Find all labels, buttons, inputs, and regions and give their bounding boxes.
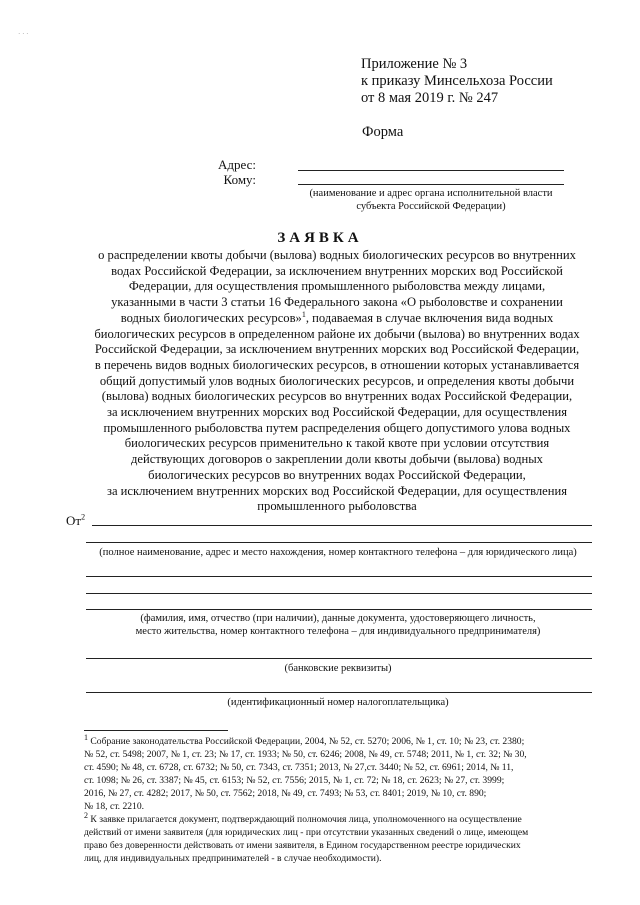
from-field-line-1[interactable] bbox=[92, 525, 592, 526]
body-line: биологических ресурсов в определенном районе их добычи (вылова) во внутренних водах bbox=[94, 326, 580, 341]
scan-mark: · · · bbox=[18, 30, 29, 38]
footnote-2-line: действий от имени заявителя (для юридических лиц - при отсутствии указанных сведений о лице, имеющем bbox=[84, 827, 529, 838]
body-text-fragment: , подаваемая в случае включения вида водных bbox=[305, 310, 554, 325]
footnote-1-line: ст. 1098; № 26, ст. 3387; № 45, ст. 6153; № 52, ст. 7556; 2015, № 1, ст. 72; № 18, ст. 2623; № 27, ст. 3999; bbox=[84, 775, 505, 786]
inn-caption: (идентификационный номер налогоплательщика) bbox=[227, 697, 449, 708]
ip-field-line-3[interactable] bbox=[86, 609, 592, 610]
appendix-header bbox=[361, 56, 553, 107]
footnote-1-line: 2016, № 27, ст. 4282; 2017, № 50, ст. 7562; 2018, № 49, ст. 7493; № 53, ст. 8401; 2019, № 10, ст. 890; bbox=[84, 788, 487, 799]
form-label: Форма bbox=[362, 124, 404, 140]
body-line: указанными в части 3 статьи 16 Федерального закона «О рыболовстве и сохранении bbox=[111, 295, 563, 310]
appendix-line-1: Приложение № 3 bbox=[361, 56, 468, 72]
bank-details-field-line[interactable] bbox=[86, 658, 592, 659]
body-line: общий допустимый улов водных биологических ресурсов, и определения квоты добычи bbox=[99, 373, 575, 388]
from-field-line-2[interactable] bbox=[86, 542, 592, 543]
footnote-2-mark: 2 bbox=[84, 810, 88, 820]
from-label-wrap bbox=[66, 513, 85, 529]
legal-entity-caption: (полное наименование, адрес и место нахождения, номер контактного телефона – для юридического лица) bbox=[99, 547, 577, 558]
footnote-ref-2: 2 bbox=[81, 512, 86, 522]
footnote-1-line: № 52, ст. 5498; 2007, № 1, ст. 23; № 17, ст. 1933; № 50, ст. 6246; 2008, № 49, ст. 5748; 2011, № 1, ст. 32; № 30, bbox=[84, 749, 527, 760]
body-line: действующих договоров о закреплении доли квоты добычи (вылова) водных bbox=[131, 452, 543, 467]
footnote-2-line bbox=[84, 810, 588, 826]
to-label: Кому: bbox=[223, 172, 256, 187]
body-line: биологических ресурсов во внутренних водах Российской Федерации, bbox=[148, 467, 526, 482]
body-line: промышленного рыболовства bbox=[257, 499, 417, 514]
body-line: за исключением внутренних морских вод Российской Федерации, для осуществления bbox=[106, 483, 568, 498]
body-line bbox=[84, 311, 590, 327]
bank-details-caption: (банковские реквизиты) bbox=[284, 663, 392, 674]
appendix-line-3: от 8 мая 2019 г. № 247 bbox=[361, 90, 499, 106]
body-line: водах Российской Федерации, за исключением внутренних морских вод Российской bbox=[111, 263, 563, 278]
body-line: за исключением внутренних морских вод Российской Федерации, для осуществления bbox=[106, 405, 568, 420]
entrepreneur-caption-line-1: (фамилия, имя, отчество (при наличии), данные документа, удостоверяющего личность, bbox=[140, 613, 536, 624]
footnote-1-mark: 1 bbox=[84, 732, 88, 742]
body-line: (вылова) водных биологических ресурсов во внутренних водах Российской Федерации, bbox=[101, 389, 573, 404]
footnote-1-line: ст. 4590; № 48, ст. 6728, ст. 6732; № 50, ст. 7343, ст. 7351; 2013, № 27,ст. 3440; № 52, ст. 6961; 2014, № 11, bbox=[84, 762, 514, 773]
inn-field-line[interactable] bbox=[86, 692, 592, 693]
body-line: Федерации, для осуществления промышленного рыболовства между лицами, bbox=[128, 279, 546, 294]
address-label: Адрес: bbox=[218, 157, 256, 172]
document-title: ЗАЯВКА bbox=[277, 230, 363, 246]
footnote-1-line: № 18, ст. 2210. bbox=[84, 801, 145, 812]
to-field-line[interactable] bbox=[298, 184, 564, 185]
address-field-line[interactable] bbox=[298, 170, 564, 171]
footnote-text: К заявке прилагается документ, подтверждающий полномочия лица, уполномоченного на осуществление bbox=[88, 814, 522, 825]
entrepreneur-caption-line-2: место жительства, номер контактного телефона – для индивидуального предпринимателя) bbox=[135, 626, 541, 637]
footnote-2-line: лиц, для индивидуальных предпринимателей - в случае необходимости). bbox=[84, 853, 382, 864]
body-line: промышленного рыболовства путем распределения общего допустимого улова водных bbox=[103, 420, 571, 435]
body-text-fragment: водных биологических ресурсов» bbox=[120, 310, 302, 325]
from-label: От bbox=[66, 513, 82, 528]
entrepreneur-caption bbox=[84, 612, 592, 638]
body-line: биологических ресурсов применительно к такой квоте при условии отсутствия bbox=[124, 436, 550, 451]
footnote-ref-1: 1 bbox=[301, 309, 306, 319]
footnote-text: Собрание законодательства Российской Федерации, 2004, № 52, ст. 5270; 2006, № 1, ст. 10; № 23, ст. 2380; bbox=[88, 736, 525, 747]
appendix-line-2: к приказу Минсельхоза России bbox=[361, 73, 553, 89]
footnotes bbox=[84, 732, 588, 865]
body-line: Российской Федерации, за исключением внутренних морских вод Российской Федерации, bbox=[94, 342, 580, 357]
address-caption-line-2: субъекта Российской Федерации) bbox=[356, 201, 506, 212]
address-caption-line-1: (наименование и адрес органа исполнительной власти bbox=[309, 188, 553, 199]
address-caption bbox=[290, 187, 572, 213]
footnote-2-line: право без доверенности действовать от имени заявителя, в Едином государственном реестре юридических bbox=[84, 840, 521, 851]
footnote-1-line bbox=[84, 732, 588, 748]
document-body bbox=[84, 248, 590, 515]
body-line: о распределении квоты добычи (вылова) водных биологических ресурсов во внутренних bbox=[98, 248, 576, 262]
body-line: в перечень видов водных биологических ресурсов, в отношении которых устанавливается bbox=[94, 357, 580, 372]
footnote-separator bbox=[84, 730, 228, 731]
ip-field-line-2[interactable] bbox=[86, 593, 592, 594]
ip-field-line-1[interactable] bbox=[86, 576, 592, 577]
